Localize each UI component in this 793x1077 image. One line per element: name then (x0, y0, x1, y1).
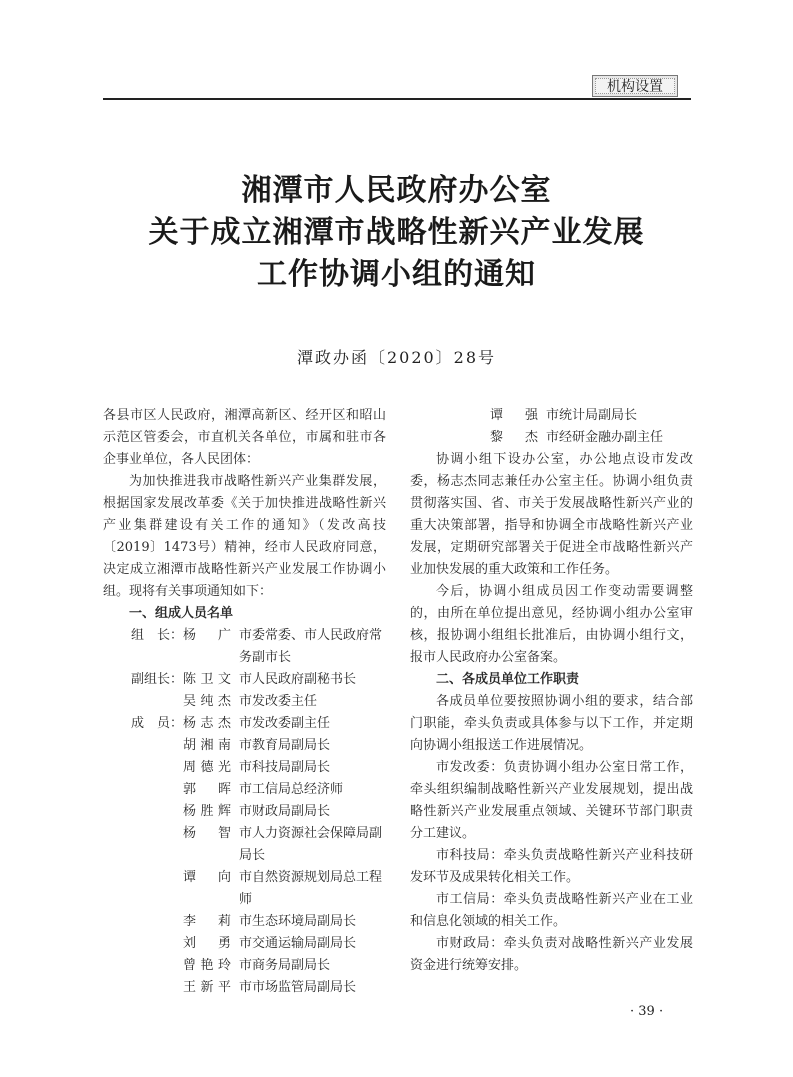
member-role (103, 933, 183, 955)
member-row (103, 713, 386, 735)
member-position: 市发改委副主任 (239, 716, 331, 731)
member-role (103, 691, 183, 713)
member-name: 王新平 (183, 980, 231, 995)
title-line-1: 湘潭市人民政府办公室 (241, 173, 552, 208)
member-row (103, 911, 386, 933)
member-role: 副组长： (130, 672, 183, 687)
member-position: 市科技局副局长 (239, 760, 331, 775)
member-position: 市人力资源社会保障局副局长 (239, 826, 383, 863)
member-name: 刘 勇 (183, 936, 231, 951)
member-role (103, 867, 183, 911)
member-list-continued (410, 405, 693, 449)
member-position: 市经研金融办副主任 (546, 430, 664, 445)
member-row (103, 801, 386, 823)
member-row (103, 823, 386, 867)
intro-paragraph: 为加快推进我市战略性新兴产业集群发展，根据国家发展改革委《关于加快推进战略性新兴产业集群建设有关工作的通知》（发改高技〔2019〕1473号）精神，经市人民政府同意，决定成立湘潭市战略性新兴产业发展工作协调小组。现将有关事项通知如下： (103, 474, 386, 599)
title-line-3: 工作协调小组的通知 (257, 257, 536, 292)
adjustment-paragraph: 今后，协调小组成员因工作变动需要调整的，由所在单位提出意见，经协调小组办公室审核，报协调小组组长批准后，由协调小组行文，报市人民政府办公室备案。 (410, 584, 693, 665)
member-role (103, 735, 183, 757)
section-heading-2: 二、各成员单位工作职责 (436, 672, 580, 687)
member-name: 黎 杰 (490, 430, 538, 445)
member-role (103, 779, 183, 801)
recipients: 各县市区人民政府，湘潭高新区、经开区和昭山示范区管委会，市直机关各单位，市属和驻市各企事业单位，各人民团体： (103, 408, 386, 467)
member-name: 杨 广 (183, 628, 231, 643)
section-heading-1: 一、组成人员名单 (129, 606, 234, 621)
member-row (103, 977, 386, 999)
member-row (103, 933, 386, 955)
member-row (103, 625, 386, 669)
member-name: 杨胜辉 (183, 804, 231, 819)
member-role (410, 427, 490, 449)
member-name: 谭 强 (490, 408, 538, 423)
member-position: 市人民政府副秘书长 (239, 672, 357, 687)
member-position: 市发改委主任 (239, 694, 318, 709)
member-position: 市交通运输局副局长 (239, 936, 357, 951)
member-row (410, 405, 693, 427)
member-position: 市市场监管局副局长 (239, 980, 357, 995)
member-list (103, 625, 386, 999)
duty-fagaiwei: 市发改委：负责协调小组办公室日常工作，牵头组织编制战略性新兴产业发展规划，提出战略性新兴产业发展重点领域、关键环节部门职责分工建议。 (410, 760, 693, 841)
member-position: 市财政局副局长 (239, 804, 331, 819)
header-rule (103, 98, 691, 100)
member-position: 市统计局副局长 (546, 408, 638, 423)
member-row (103, 669, 386, 691)
member-name: 陈卫文 (183, 672, 231, 687)
member-name: 李 莉 (183, 914, 231, 929)
member-role (103, 801, 183, 823)
member-position: 市教育局副局长 (239, 738, 331, 753)
member-row (410, 427, 693, 449)
member-row (103, 779, 386, 801)
member-row (103, 735, 386, 757)
member-role (103, 977, 183, 999)
duty-gongxinju: 市工信局：牵头负责战略性新兴产业在工业和信息化领域的相关工作。 (410, 892, 693, 929)
office-paragraph: 协调小组下设办公室，办公地点设市发改委，杨志杰同志兼任办公室主任。协调小组负责贯彻落实国、省、市关于发展战略性新兴产业的重大决策部署，指导和协调全市战略性新兴产业发展，定期研究部署关于促进全市战略性新兴产业加快发展的重大政策和工作任务。 (410, 452, 693, 577)
member-name: 谭 向 (183, 870, 231, 885)
member-role (103, 823, 183, 867)
member-row (103, 867, 386, 911)
page-number: · 39 · (630, 1004, 664, 1019)
member-row (103, 691, 386, 713)
member-row (103, 757, 386, 779)
section-tag-label: 机构设置 (595, 78, 675, 94)
member-role: 成 员： (130, 716, 183, 731)
section-tag (592, 75, 678, 97)
title-line-2: 关于成立湘潭市战略性新兴产业发展 (148, 215, 645, 250)
member-position: 市生态环境局副局长 (239, 914, 357, 929)
member-name: 周德光 (183, 760, 231, 775)
member-name: 吴纯杰 (183, 694, 231, 709)
document-number: 潭政办函〔2020〕28号 (296, 348, 497, 367)
member-role: 组 长： (130, 628, 183, 643)
right-column (410, 405, 693, 977)
duty-kejiju: 市科技局：牵头负责战略性新兴产业科技研发环节及成果转化相关工作。 (410, 848, 693, 885)
member-name: 杨 智 (183, 826, 231, 841)
member-position: 市工信局总经济师 (239, 782, 344, 797)
member-name: 曾艳玲 (183, 958, 231, 973)
member-name: 杨志杰 (183, 716, 231, 731)
member-position: 市委常委、市人民政府常务副市长 (239, 628, 383, 665)
member-name: 郭 晖 (183, 782, 231, 797)
member-role (410, 405, 490, 427)
member-row (103, 955, 386, 977)
member-name: 胡湘南 (183, 738, 231, 753)
member-position: 市商务局副局长 (239, 958, 331, 973)
left-column (103, 405, 386, 999)
member-role (103, 757, 183, 779)
member-position: 市自然资源规划局总工程师 (239, 870, 383, 907)
member-role (103, 911, 183, 933)
duty-caizhengju: 市财政局：牵头负责对战略性新兴产业发展资金进行统筹安排。 (410, 936, 693, 973)
duties-intro-paragraph: 各成员单位要按照协调小组的要求，结合部门职能，牵头负责或具体参与以下工作，并定期向协调小组报送工作进展情况。 (410, 694, 693, 753)
member-role (103, 955, 183, 977)
document-title (0, 170, 793, 296)
